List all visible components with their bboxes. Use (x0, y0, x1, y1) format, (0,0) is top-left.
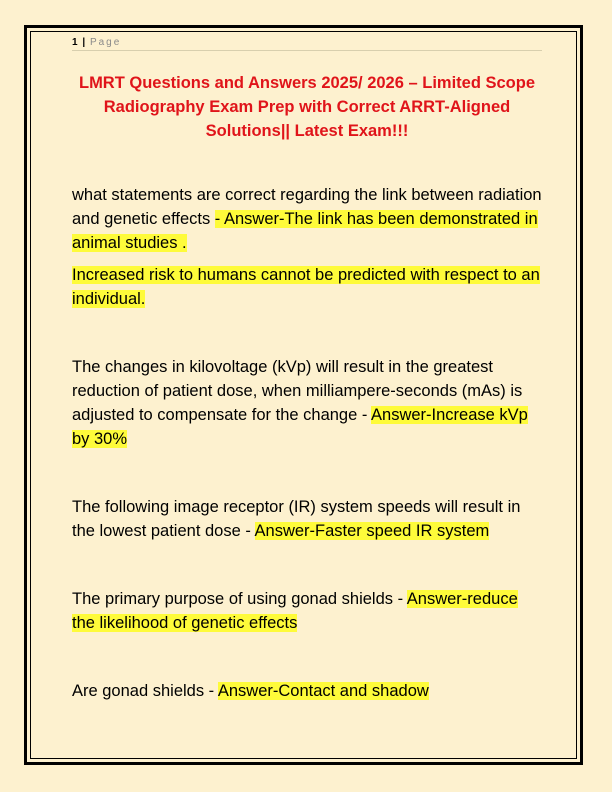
answer-text: Answer-Increase kVp by 30% (72, 406, 528, 448)
qa-item (72, 679, 542, 703)
page-word: Page (89, 37, 122, 48)
page-number: 1 (72, 37, 78, 48)
answer-text: Answer-Contact and shadow (217, 682, 429, 700)
page-separator: | (82, 37, 86, 48)
question-text: what statements are correct regarding the link between radiation and genetic effects (72, 186, 542, 228)
answer-text: Answer-Faster speed IR system (254, 522, 490, 540)
qa-item (72, 183, 542, 255)
document-body (72, 183, 542, 703)
question-text: The changes in kilovoltage (kVp) will result in the greatest reduction of patient dose, when milliampere-seconds (mAs) is adjusted to compensate for the change - (72, 358, 523, 424)
question-text: The following image receptor (IR) system speeds will result in the lowest patient dose - (72, 498, 521, 540)
question-text: The primary purpose of using gonad shields - (72, 590, 407, 608)
qa-item (72, 355, 542, 451)
answer-text: - Answer-The link has been demonstrated in animal studies . (72, 210, 538, 252)
qa-item (72, 263, 542, 311)
qa-item (72, 495, 542, 543)
answer-continuation: Increased risk to humans cannot be predicted with respect to an individual. (72, 266, 540, 308)
page-header (72, 37, 542, 51)
document-title: LMRT Questions and Answers 2025/ 2026 – Limited Scope Radiography Exam Prep with Correct ARRT-Aligned Solutions|| Latest Exam!!! (78, 74, 536, 140)
answer-text: Answer-reduce the likelihood of genetic effects (72, 590, 518, 632)
question-text: Are gonad shields - (72, 682, 218, 700)
qa-item (72, 587, 542, 635)
